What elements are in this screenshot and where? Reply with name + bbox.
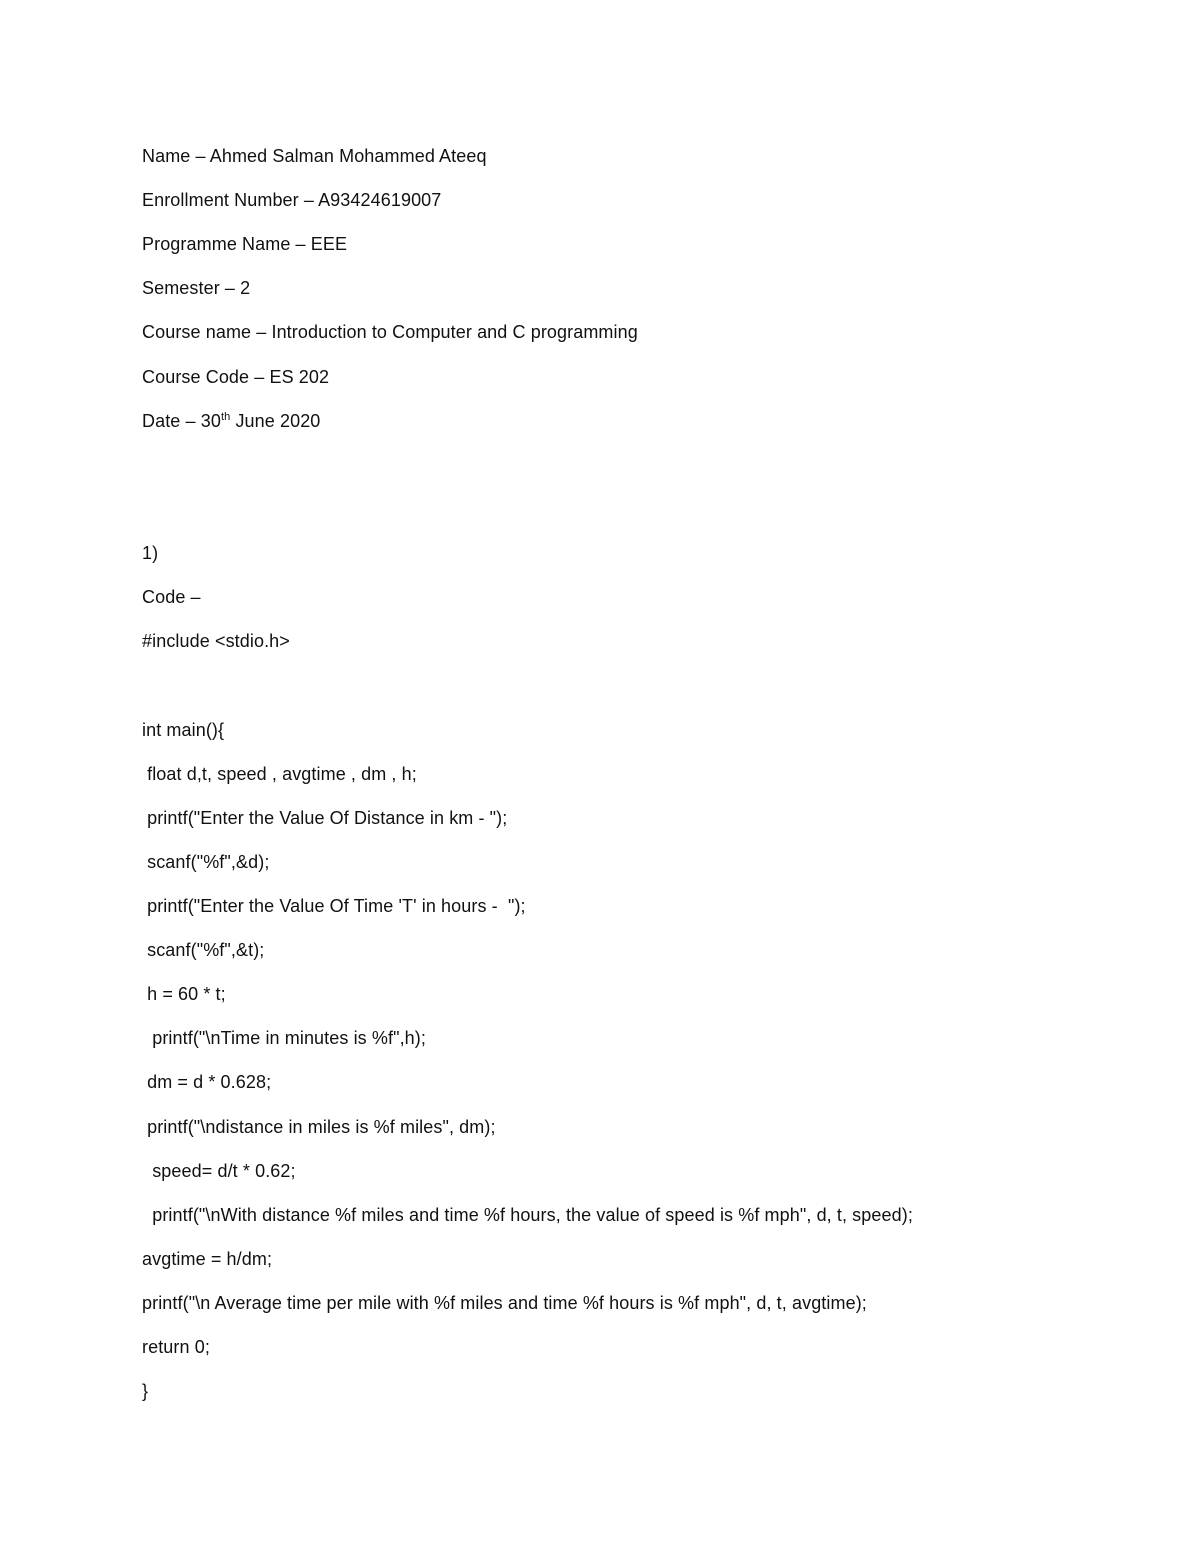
code-line: h = 60 * t; bbox=[142, 984, 226, 1004]
code-line: printf("Enter the Value Of Time 'T' in hours - "); bbox=[142, 896, 526, 916]
question-number: 1) bbox=[142, 543, 159, 563]
code-line: } bbox=[142, 1381, 149, 1401]
code-line: printf("Enter the Value Of Distance in km - "); bbox=[142, 808, 508, 828]
programme-name: Programme Name – EEE bbox=[142, 234, 348, 254]
code-line: printf("\nWith distance %f miles and time %f hours, the value of speed is %f mph", d, t, speed); bbox=[142, 1205, 913, 1225]
code-line: return 0; bbox=[142, 1337, 210, 1357]
code-line: speed= d/t * 0.62; bbox=[142, 1161, 296, 1181]
code-line: printf("\nTime in minutes is %f",h); bbox=[142, 1028, 426, 1048]
code-line: dm = d * 0.628; bbox=[142, 1072, 272, 1092]
course-code: Course Code – ES 202 bbox=[142, 367, 330, 387]
code-line: scanf("%f",&t); bbox=[142, 940, 265, 960]
code-line: printf("\ndistance in miles is %f miles", dm); bbox=[142, 1117, 496, 1137]
course-name: Course name – Introduction to Computer and C programming bbox=[142, 322, 638, 342]
date-suffix: June 2020 bbox=[230, 411, 321, 431]
code-line: printf("\n Average time per mile with %f miles and time %f hours is %f mph", d, t, avgtime); bbox=[142, 1293, 867, 1313]
code-line: int main(){ bbox=[142, 720, 225, 740]
code-line: scanf("%f",&d); bbox=[142, 852, 270, 872]
submission-date bbox=[142, 410, 320, 432]
date-prefix: Date – 30 bbox=[142, 411, 221, 431]
enrollment-number: Enrollment Number – A93424619007 bbox=[142, 190, 442, 210]
semester: Semester – 2 bbox=[142, 278, 251, 298]
code-label: Code – bbox=[142, 587, 201, 607]
code-line: avgtime = h/dm; bbox=[142, 1249, 273, 1269]
code-line: #include <stdio.h> bbox=[142, 631, 290, 651]
date-superscript: th bbox=[220, 411, 231, 423]
student-name: Name – Ahmed Salman Mohammed Ateeq bbox=[142, 146, 487, 166]
code-line: float d,t, speed , avgtime , dm , h; bbox=[142, 764, 417, 784]
